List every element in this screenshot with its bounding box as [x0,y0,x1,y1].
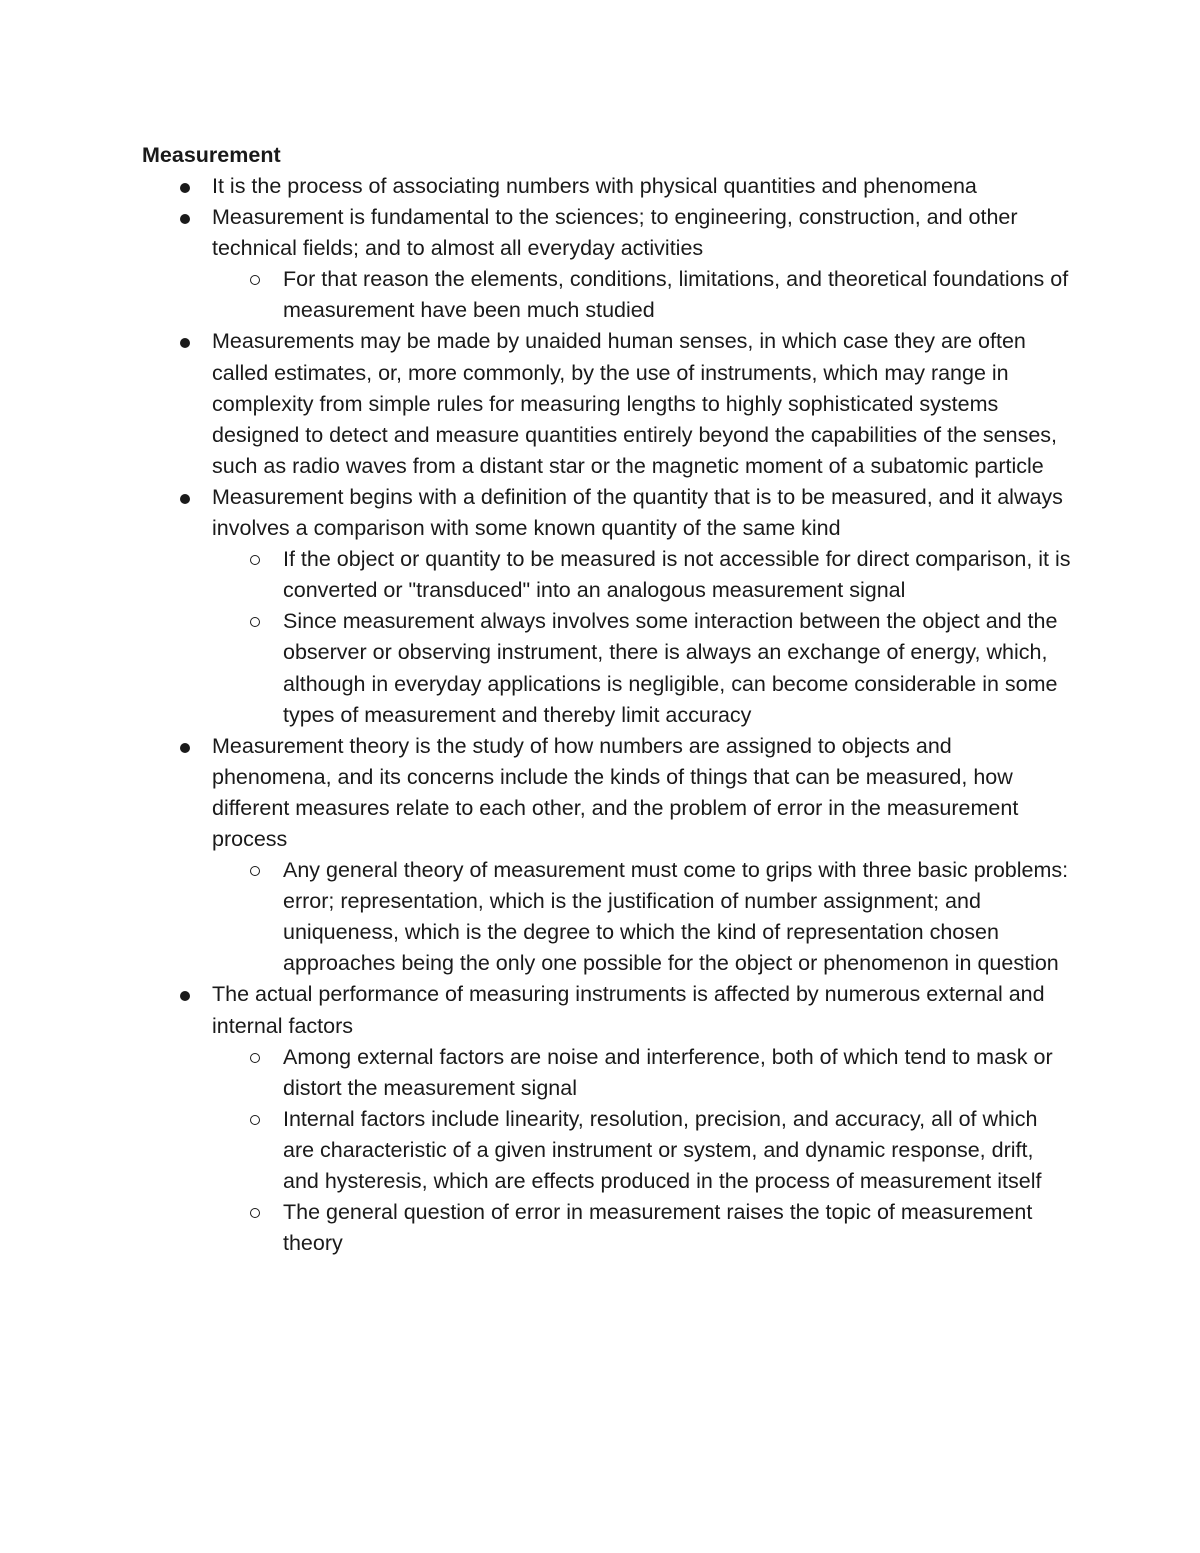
bullet-circle-icon [250,1208,260,1218]
document-page [142,140,1072,1259]
bullet-circle-icon [250,555,260,565]
sub-list-item [212,1197,1072,1259]
sub-bullet-list [212,264,1072,326]
sub-list-item [212,606,1072,730]
sub-list-item [212,544,1072,606]
bullet-dot-icon [180,743,190,753]
bullet-circle-icon [250,1115,260,1125]
list-item-text: Measurement is fundamental to the sciences; to engineering, construction, and other technical fields; and to almost all everyday activities [212,205,1018,261]
sub-list-item [212,264,1072,326]
sub-list-item-text: Among external factors are noise and interference, both of which tend to mask or distort the measurement signal [283,1044,1053,1100]
sub-list-item-text: Any general theory of measurement must come to grips with three basic problems: error; representation, which is the justification of number assignment; and uniqueness, which is the degree to which the kind of representation chosen approaches being the only one possible for the object or phenomenon in question [283,858,1069,976]
list-item [142,202,1072,326]
sub-list-item-text: Internal factors include linearity, resolution, precision, and accuracy, all of which are characteristic of a given instrument or system, and dynamic response, drift, and hysteresis, which are effects produced in the process of measurement itself [283,1106,1042,1193]
list-item-text: The actual performance of measuring instruments is affected by numerous external and internal factors [212,982,1045,1038]
bullet-dot-icon [180,183,190,193]
bullet-circle-icon [250,275,260,285]
list-item [142,326,1072,481]
sub-bullet-list [212,855,1072,979]
sub-list-item [212,1104,1072,1197]
bullet-dot-icon [180,494,190,504]
list-item [142,731,1072,980]
bullet-dot-icon [180,214,190,224]
sub-list-item [212,855,1072,979]
sub-list-item [212,1042,1072,1104]
sub-list-item-text: Since measurement always involves some interaction between the object and the observer or observing instrument, there is always an exchange of energy, which, although in everyday applications is negligible, can become considerable in some types of measurement and thereby limit accuracy [283,609,1058,727]
list-item-text: Measurement theory is the study of how numbers are assigned to objects and phenomena, and its concerns include the kinds of things that can be measured, how different measures relate to each other, and the problem of error in the measurement process [212,733,1019,851]
list-item [142,171,1072,202]
list-item-text: It is the process of associating numbers with physical quantities and phenomena [212,174,977,198]
list-item-text: Measurements may be made by unaided human senses, in which case they are often called estimates, or, more commonly, by the use of instruments, which may range in complexity from simple rules for measuring lengths to highly sophisticated systems designed to detect and measure quantities entirely beyond the capabilities of the senses, such as radio waves from a distant star or the magnetic moment of a subatomic particle [212,329,1058,478]
sub-bullet-list [212,544,1072,731]
bullet-circle-icon [250,617,260,627]
bullet-dot-icon [180,991,190,1001]
bullet-dot-icon [180,338,190,348]
bullet-circle-icon [250,866,260,876]
sub-bullet-list [212,1042,1072,1260]
list-item [142,482,1072,731]
page-title: Measurement [142,143,281,167]
list-item-text: Measurement begins with a definition of the quantity that is to be measured, and it always involves a comparison with some known quantity of the same kind [212,484,1063,541]
bullet-circle-icon [250,1053,260,1063]
sub-list-item-text: The general question of error in measurement raises the topic of measurement theory [283,1200,1033,1256]
list-item [142,979,1072,1259]
sub-list-item-text: For that reason the elements, conditions, limitations, and theoretical foundations of measurement have been much studied [283,267,1069,323]
bullet-list [142,171,1072,1259]
sub-list-item-text: If the object or quantity to be measured is not accessible for direct comparison, it is converted or "transduced" into an analogous measurement signal [283,547,1071,603]
